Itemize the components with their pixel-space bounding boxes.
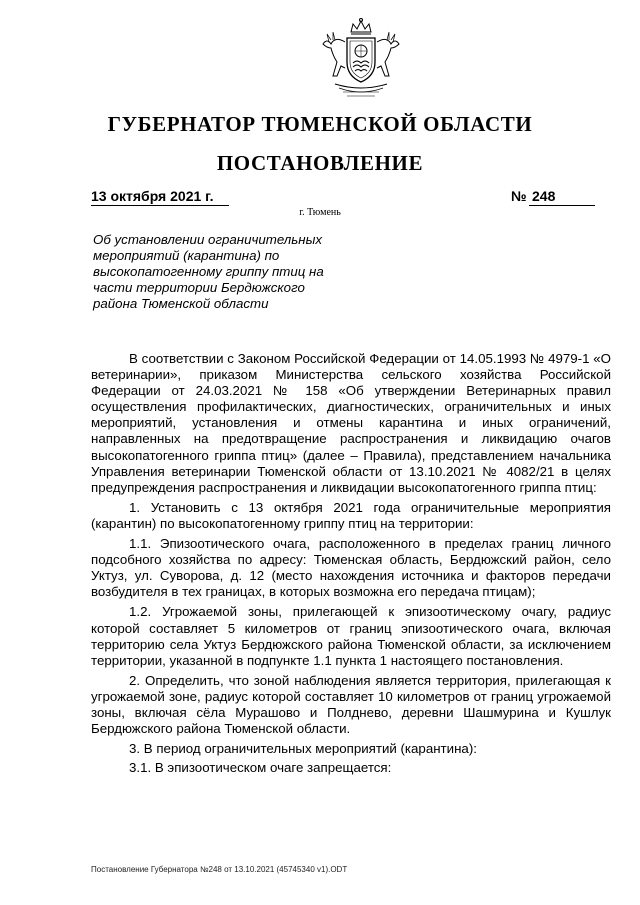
paragraph-1: 1. Установить с 13 октября 2021 года ограничительные мероприятия (карантин) по высокопатогенному гриппу птиц на территории: [91,499,611,531]
coat-of-arms-icon [313,18,409,102]
document-footer: Постановление Губернатора №248 от 13.10.2021 (45745340 v1).ODT [91,865,348,874]
document-subject: Об установлении ограничительных мероприятий (карантина) по высокопатогенному гриппу птиц на части территории Бердюжского района Тюменской области [93,232,324,311]
paragraph-3-1: 3.1. В эпизоотическом очаге запрещается: [129,760,392,776]
document-type: ПОСТАНОВЛЕНИЕ [216,151,424,175]
paragraph-2: 2. Определить, что зоной наблюдения является территория, прилегающая к угрожаемой зоне, радиус которой составляет 10 километров от границ угрожаемой зоны, включая сёла Мурашово и Полднево, деревни Шашмурина и Кушлук Бердюжского района Тюменской области. [91,672,611,737]
issuer-title: ГУБЕРНАТОР ТЮМЕНСКОЙ ОБЛАСТИ [107,112,533,136]
document-city: г. Тюмень [299,207,341,218]
number-label: № [511,188,527,204]
paragraph-preamble: В соответствии с Законом Российской Федерации от 14.05.1993 № 4979-1 «О ветеринарии», приказом Министерства сельского хозяйства Российской Федерации от 24.03.2021 № 158 «Об утверждении Ветеринарных правил осуществления профилактических, диагностических, ограничительных и иных мероприятий, установления и отмены карантина и иных ограничений, направленных на предотвращение распространения и ликвидацию очагов высокопатогенного гриппа птиц» (далее – Правила), представлением начальника Управления ветеринарии Тюменской области от 13.10.2021 № 4082/21 в целях предупреждения распространения и ликвидации высокопатогенного гриппа птиц: [91,351,611,495]
document-date: 13 октября 2021 г. [91,188,229,206]
paragraph-1-2: 1.2. Угрожаемой зоны, прилегающей к эпизоотическому очагу, радиус которой составляет 5 километров от границ эпизоотического очага, включая территорию села Уктуз Бердюжского района Тюменской области, за исключением территории, указанной в подпункте 1.1 пункта 1 настоящего постановления. [91,604,611,668]
document-number: 248 [529,188,595,206]
paragraph-3: 3. В период ограничительных мероприятий (карантина): [129,741,477,757]
document-body [91,351,611,780]
paragraph-1-1: 1.1. Эпизоотического очага, расположенного в пределах границ личного подсобного хозяйства по адресу: Тюменская область, Бердюжский район, село Уктуз, ул. Суворова, д. 12 (место нахождения источника и факторов передачи возбудителя в тех границах, в которых возможна его передача птицам); [91,536,611,600]
